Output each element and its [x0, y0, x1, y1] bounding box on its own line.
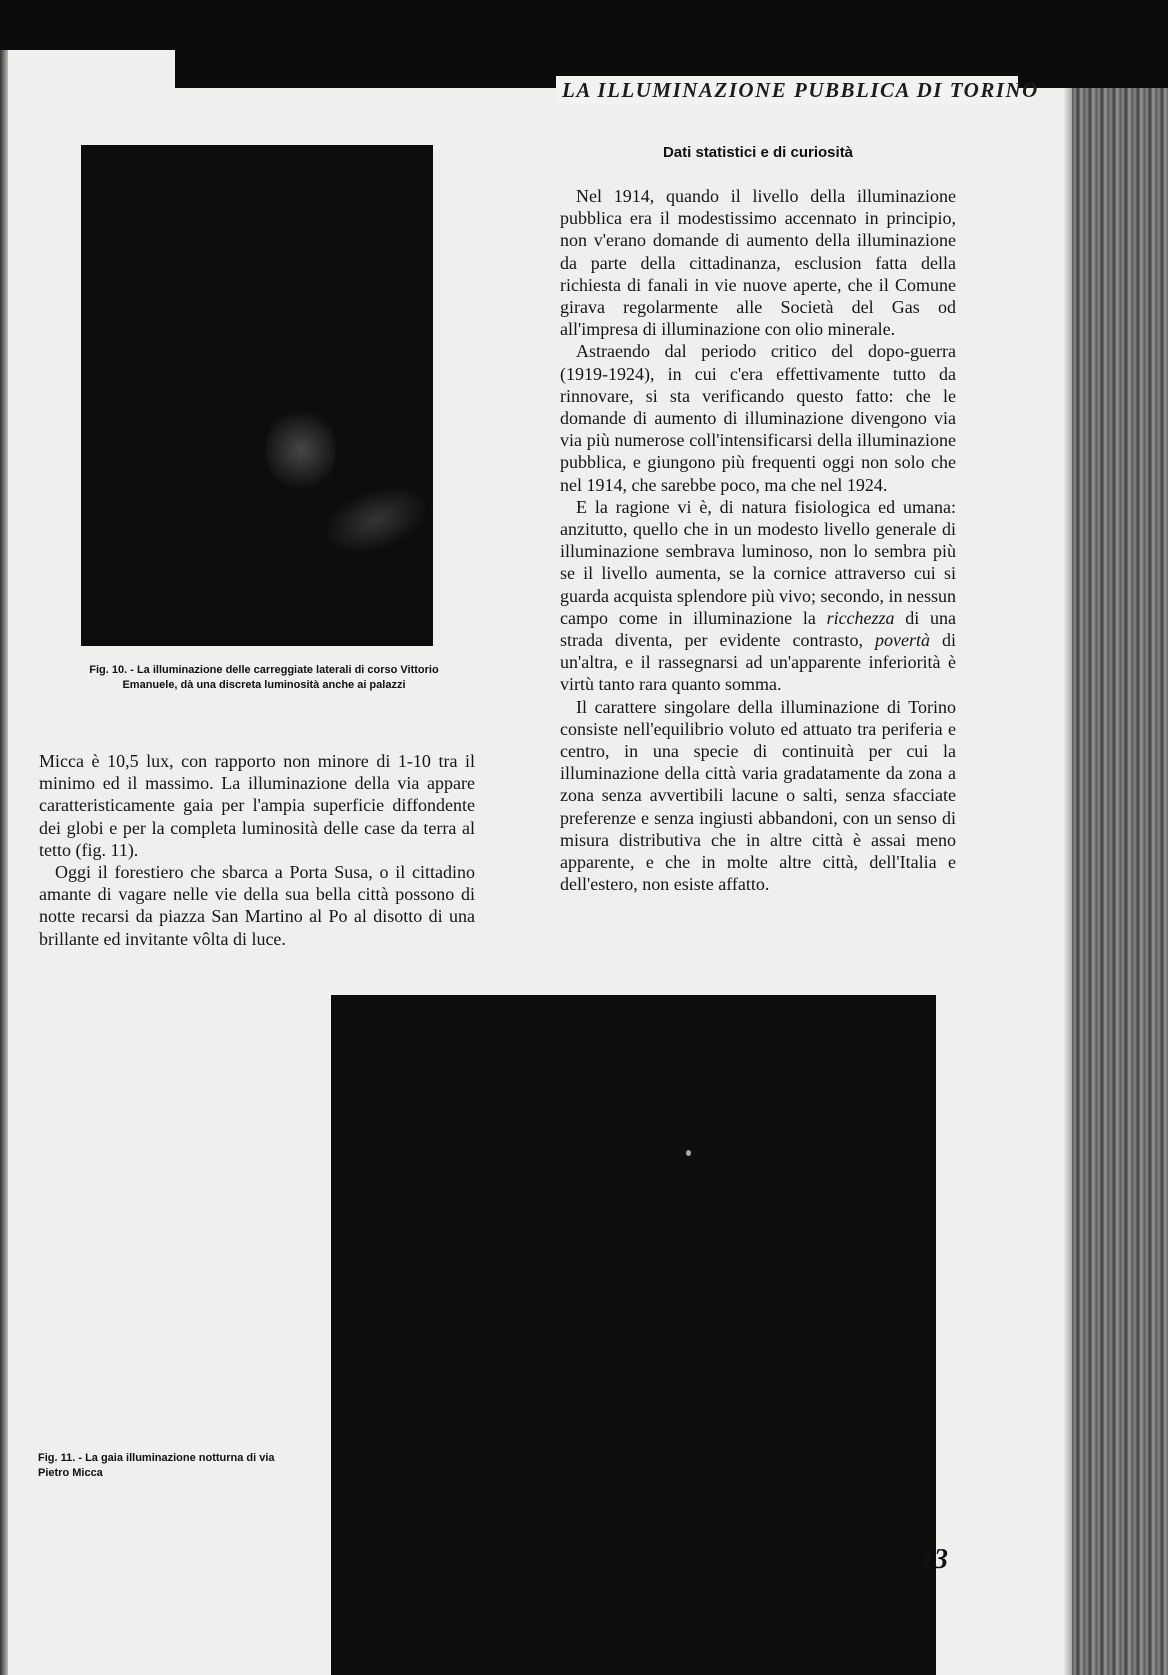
emphasis: povertà — [874, 630, 930, 651]
figure-10-photo — [81, 145, 433, 646]
text-run: E la ragione vi è, di natura fisiologica ed umana: anzitutto, quello che in un modesto livello generale di illuminazione sembrava luminoso, non lo sembra più se il livello aumenta, se la cornice attraverso cui si guarda acquista splendore più vivo; secondo, in nessun campo come in illuminazione la — [560, 496, 956, 628]
paragraph: Oggi il forestiero che sbarca a Porta Susa, o il cittadino amante di vagare nelle vie della sua bella città possono di notte recarsi da piazza San Martino al Po al disotto di una brillante ed invitante vôlta di luce. — [39, 862, 475, 949]
figure-11-caption: Fig. 11. - La gaia illuminazione notturna di via Pietro Micca — [38, 1452, 275, 1479]
text-run: di una strada diventa, per evidente contrasto, — [560, 607, 956, 651]
text-run: di un'altra, e il rassegnarsi ad un'apparente inferiorità è virtù tanto rara quanto somma. — [560, 630, 956, 695]
paragraph: Nel 1914, quando il livello della illuminazione pubblica era il modestissimo accennato in principio, non v'erano domande di aumento della illuminazione da parte della cittadinanza, esclusion fatta della richiesta di fanali in vie nuove aperte, che il Comune girava regolarmente alle Società del Gas od all'impresa di illuminazione con olio minerale. — [560, 186, 956, 340]
figure-10-caption: Fig. 10. - La illuminazione delle carreggiate laterali di corso Vittorio Emanuele, dà una discreta luminosità anche ai palazzi — [89, 664, 439, 691]
distant-light-dot — [686, 1150, 691, 1156]
paragraph: Astraendo dal periodo critico del dopo-guerra (1919-1924), in cui c'era effettivamente tutto da rinnovare, si sta verificando questo fatto: che le domande di aumento di illuminazione divengono via via più numerose coll'intensificarsi della illuminazione pubblica, e giungono più frequenti oggi non solo che nel 1914, che sarebbe poco, ma che nel 1924. — [560, 341, 956, 495]
paragraph: Il carattere singolare della illuminazione di Torino consiste nell'equilibrio voluto ed attuato tra periferia e centro, in una specie di continuità per cui la illuminazione della città varia gradatamente da zona a zona senza avvertibili lacune o salti, senza sfacciate preferenze e senza ingiusti abbandoni, con un senso di misura distributiva che in altre città è assai meno apparente, e che in molte altre città, dell'Italia e dell'estero, non esiste affatto. — [560, 696, 956, 895]
scan-border-right — [1072, 88, 1168, 1675]
street-lamp-glow — [266, 405, 336, 495]
right-text-column — [560, 185, 956, 896]
emphasis: ricchezza — [826, 607, 895, 628]
section-title: Dati statistici e di curiosità — [662, 144, 854, 161]
scan-border-left — [0, 50, 8, 1675]
page-number: 13 — [920, 1544, 948, 1575]
paragraph — [560, 496, 956, 696]
scan-border-top-right — [175, 0, 1168, 88]
left-text-column — [39, 750, 475, 950]
running-head: LA ILLUMINAZIONE PUBBLICA DI TORINO — [556, 76, 1018, 105]
street-lamp-glow-secondary — [314, 473, 438, 567]
figure-11-photo — [331, 995, 936, 1675]
paragraph: Micca è 10,5 lux, con rapporto non minore di 1-10 tra il minimo ed il massimo. La illuminazione della via appare caratteristicamente gaia per l'ampia superficie diffondente dei globi e per la completa luminosità delle case da terra al tetto (fig. 11). — [39, 751, 475, 860]
